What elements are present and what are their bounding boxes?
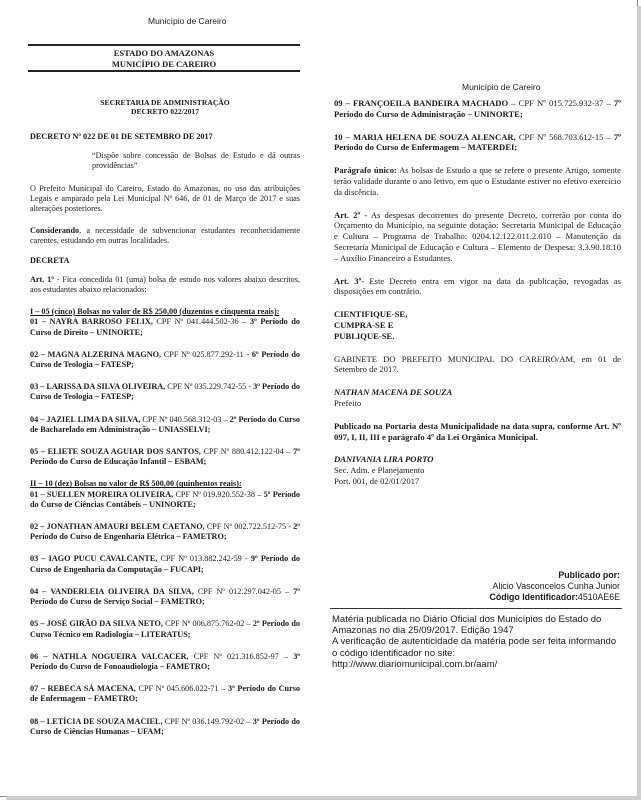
notice-line-2: A verificação de autenticidade da matéria pode ser feita informando o código identificador no site: xyxy=(332,636,617,659)
student-cpf: CPF Nº 006.875.762-02 – xyxy=(162,619,253,629)
student-course: 2º Período do Curso de Engenharia Elétrica – FAMETRO; xyxy=(30,522,300,542)
prefeito-name: NATHAN MACENA DE SOUZA xyxy=(334,387,453,398)
art3-text: - Este Decreto entra em vigor na data da publicação, revogadas as disposições em contrário. xyxy=(334,275,621,297)
student-cpf: CPF Nº 013.882.242-59 - xyxy=(157,554,251,564)
code-identifier xyxy=(430,592,620,603)
student-entry xyxy=(30,652,300,672)
publication-notice xyxy=(332,614,622,670)
secretaria-heading xyxy=(30,98,300,116)
student-course: 6º Período do Curso de Teologia – FATESP; xyxy=(30,349,301,370)
decreto-number: DECRETO 022/2017 xyxy=(130,107,199,116)
secretaria-title: SECRETARIA DE ADMINISTRAÇÃO xyxy=(100,98,230,107)
secretaria-signer-name: DANIVANIA LIRA PORTO xyxy=(334,454,434,465)
student-cpf: CPF Nº 040.568.312-03 – xyxy=(140,414,230,424)
published-by-label: Publicado por: xyxy=(558,570,620,580)
student-name: 02 – MAGNA ALZERINA MAGNO, xyxy=(30,349,162,359)
student-name: 02 – JONATHAN AMAURI BELEM CAETANO, xyxy=(30,522,205,532)
student-entry xyxy=(30,447,300,467)
code-value: 4510AE6E xyxy=(577,592,620,602)
art3 xyxy=(334,276,621,298)
student-name: 09 – FRANÇOEILA BANDEIRA MACHADO xyxy=(334,98,509,108)
publisher-block xyxy=(430,570,620,603)
student-entry xyxy=(30,350,300,370)
student-course: 2º Período do Curso de Bacharelado em Administração – UNIASSELVI; xyxy=(30,414,301,434)
student-course: 7º Período do Curso de Serviço Social – FAMETRO; xyxy=(30,586,300,607)
closing-line: PUBLIQUE-SE. xyxy=(334,330,395,341)
group1-list xyxy=(30,317,300,467)
student-name: 10 – MARIA HELENA DE SOUZA ALENCAR, xyxy=(334,131,516,142)
student-cpf: CPF Nº 019.920.552-38 – xyxy=(173,489,264,499)
student-name: 03 – IAGO PUCU CAVALCANTE, xyxy=(30,554,158,564)
student-entry xyxy=(30,587,300,607)
page-header-municipio: Município de Careiro xyxy=(148,16,227,26)
portaria-note: Publicado na Portaria desta Municipalidade na data supra, conforme Art. Nº 097, I, II, III e parágrafo 4º da Lei Orgânica Municipal. xyxy=(334,420,621,442)
student-course: 7º Período do Curso de Enfermagem – MATERDEI; xyxy=(334,131,621,153)
art2-text: - As despesas decorrentes do presente Decreto, correrão por conta do Orçamento do Município, na seguinte dotação: Secretaria Municipal de Educação e Cultura – Programa de Trabalho: 0204.12.122.011.2.010 – Manutenção da Secretaria Municipal de Educação e Cultura – Elemento de Despesa: 3.3.90.18.10 – Auxílio Financeiro a Estudantes. xyxy=(334,209,621,263)
art2-label: Art. 2º xyxy=(334,209,361,220)
art2 xyxy=(334,210,621,264)
student-cpf: CPF Nº 568.703.612-15 – xyxy=(515,131,614,142)
group2-continued-list xyxy=(334,98,621,153)
student-course: 3º Período do Curso de Enfermagem – FAMETRO; xyxy=(30,684,300,704)
municipality-name: MUNICÍPIO DE CAREIRO xyxy=(111,59,217,69)
decreto-title: DECRETO Nº 022 DE 01 DE SETEMBRO DE 2017 xyxy=(30,132,213,141)
student-entry xyxy=(30,717,300,737)
code-label: Código Identificador: xyxy=(489,592,578,602)
student-entry xyxy=(30,522,300,542)
page-shadow-right xyxy=(637,6,641,800)
student-cpf: CPF Nº 025.877.292-11 - xyxy=(161,349,252,359)
student-entry xyxy=(30,490,300,510)
notice-line-1: Matéria publicada no Diário Oficial dos Municípios do Estado do Amazonas no dia 25/09/2017. Edição 1947 xyxy=(332,614,602,637)
art3-label: Art. 3º xyxy=(334,275,362,286)
student-name: 01 – SUELLEN MOREIRA OLIVEIRA, xyxy=(30,489,174,499)
group2-title: II – 10 (dez) Bolsas no valor de R$ 500,00 (quinhentos reais): xyxy=(30,479,242,489)
prefeito-title: Prefeito xyxy=(334,397,362,408)
student-cpf: CPF Nº 035.229.742-55 - xyxy=(165,382,254,392)
closing-line: CIENTIFIQUE-SE, xyxy=(334,309,408,320)
page-shadow-bottom xyxy=(6,796,641,800)
state-header xyxy=(28,44,300,72)
closing-line: CUMPRA-SE E xyxy=(334,319,394,330)
art1 xyxy=(30,275,300,295)
student-entry xyxy=(334,98,621,120)
considerando-label: Considerando xyxy=(30,226,80,236)
student-course: 3º Período do Curso de Direito – UNINORTE; xyxy=(30,317,301,337)
student-name: 03 – LARISSA DA SILVA OLIVEIRA, xyxy=(30,382,166,392)
student-course: 3º Período do Curso de Ciências Humanas – UFAM; xyxy=(30,716,301,736)
student-course: 9º Período do Curso de Engenharia da Computação – FUCAPI; xyxy=(30,554,300,574)
student-course: 7º Período do Curso de Administração – UNINORTE; xyxy=(334,98,621,119)
student-cpf: CPF Nº 045.606.022-71 – xyxy=(135,684,228,694)
student-entry xyxy=(334,132,621,154)
student-course: 5º Período do Curso de Ciências Contábeis – UNINORTE; xyxy=(30,489,301,509)
student-course: 7º Período do Curso de Educação Infantil – ESBAM; xyxy=(30,447,300,467)
considerando xyxy=(30,226,300,246)
student-entry xyxy=(30,382,300,402)
student-entry xyxy=(30,619,300,639)
notice-url[interactable]: http://www.diariomunicipal.com.br/aam/ xyxy=(332,658,498,670)
right-column xyxy=(334,98,621,487)
student-name: 01 – NAYRA BARROSO FELIX, xyxy=(30,317,153,327)
student-course: 2º Período do Curso Técnico em Radiologia – LITERATUS; xyxy=(30,619,300,639)
state-name: ESTADO DO AMAZONAS xyxy=(113,48,215,58)
student-name: 05 – JOSÉ GIRÃO DA SILVA NETO, xyxy=(30,619,163,629)
secretaria-signer-title: Sec. Adm. e Planejamento xyxy=(334,465,425,476)
published-by-name: Alicio Vasconcelos Cunha Junior xyxy=(492,581,620,591)
student-name: 08 – LETÍCIA DE SOUZA MACIEL, xyxy=(30,716,163,726)
student-name: 06 – NATHLA NOGUEIRA VALCACER, xyxy=(30,651,189,661)
student-cpf: CPF Nº 002.722.512-75 - xyxy=(204,522,294,532)
student-course: 3º Período do Curso de Fonoaudiologia – FAMETRO; xyxy=(30,651,300,671)
group1-title: I – 05 (cinco) Bolsas no valor de R$ 250,00 (duzentos e cinquenta reais): xyxy=(30,307,280,317)
gabinete-line: GABINETE DO PREFEITO MUNICIPAL DO CAREIRO/AM, em 01 de Setembro de 2017. xyxy=(334,353,621,375)
student-cpf: – CPF Nº 015.725.932-37 – xyxy=(508,98,614,108)
considerando-text: , a necessidade de subvencionar estudantes reconhecidamente carentes, estudando em outras localidades. xyxy=(30,226,300,246)
paragrafo-unico xyxy=(334,165,621,197)
student-course: 3º Período do Curso de Teologia – FATESP; xyxy=(30,382,300,402)
closing-block xyxy=(334,309,621,341)
student-entry xyxy=(30,554,300,574)
student-entry xyxy=(30,317,300,337)
art1-label: Art. 1º xyxy=(30,274,54,284)
art1-text: - Fica concedida 01 (uma) bolsa de estudo nos valores abaixo descritos, aos estudantes abaixo relacionados: xyxy=(30,274,300,295)
student-entry xyxy=(30,415,300,435)
paragrafo-text: As bolsas de Estudo a que se refere o presente Artigo, somente terão validade durante o ano letivo, em que o Estudante estiver no efetivo exercício da discência. xyxy=(334,165,621,197)
student-name: 05 – ELIETE SOUZA AGUIAR DOS SANTOS, xyxy=(30,447,201,457)
student-name: 04 – VANDERLEIA OLIVEIRA DA SILVA, xyxy=(30,586,194,596)
decreto-ementa: “Dispõe sobre concessão de Bolsas de Estudo e dá outras providências” xyxy=(92,151,300,171)
preambulo: O Prefeito Municipal do Careiro, Estado do Amazonas, no uso das atribuições Legais e amparado pela Lei Municipal Nº 646, de 01 de Março de 2017 e suas alterações posteriores. xyxy=(30,183,300,214)
decreta-heading: DECRETA xyxy=(30,255,70,265)
student-name: 07 – REBECA SÁ MACENA, xyxy=(30,684,136,694)
portaria-number: Port. 001, de 02/01/2017 xyxy=(334,475,420,486)
paragrafo-label: Parágrafo único: xyxy=(334,165,397,176)
student-entry xyxy=(30,684,300,704)
student-cpf: CPF Nº 036.149.792-02 – xyxy=(162,716,253,726)
left-column xyxy=(30,98,300,737)
student-cpf: CPF Nº 021.316.852-97 – xyxy=(188,651,294,661)
student-cpf: CPF Nº 012.297.042-05 – xyxy=(193,586,294,596)
group2-list xyxy=(30,490,300,737)
student-cpf: CPF Nº 041.444.502-36 – xyxy=(152,317,250,327)
column-header-municipio: Município de Careiro xyxy=(462,82,541,92)
student-cpf: CPF Nº 880.412.122-04 – xyxy=(200,447,294,457)
student-name: 04 – JAZIEL LIMA DA SILVA, xyxy=(30,414,141,424)
divider xyxy=(330,608,622,609)
